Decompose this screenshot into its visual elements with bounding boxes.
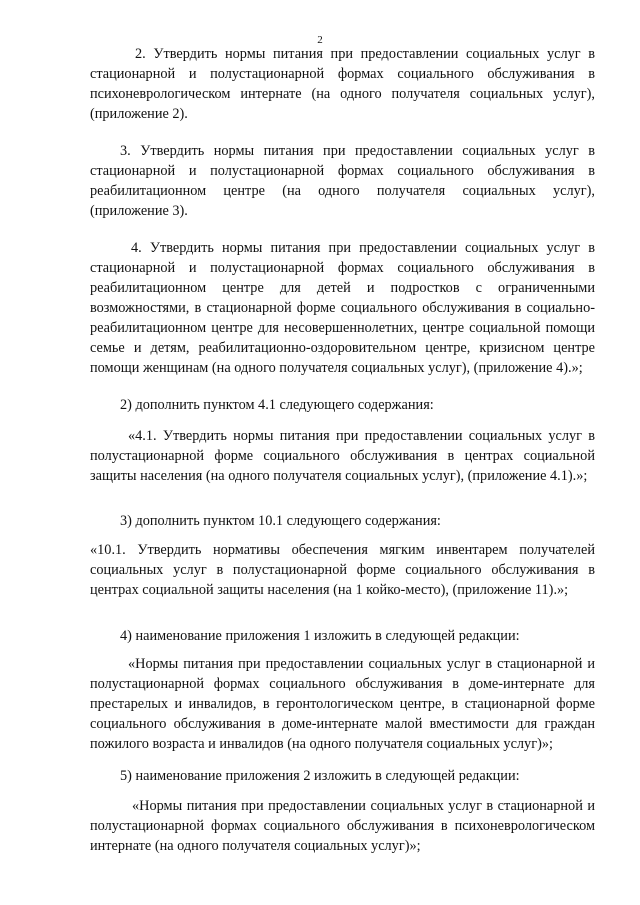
paragraph-amendment-5: 5) наименование приложения 2 изложить в следующей редакции: — [120, 768, 520, 784]
paragraph-amendment-4: 4) наименование приложения 1 изложить в следующей редакции: — [120, 628, 520, 644]
paragraph-amendment-3: 3) дополнить пунктом 10.1 следующего содержания: — [120, 513, 441, 529]
paragraph-item-4: 4. Утвердить нормы питания при предоставлении социальных услуг в стационарной и полустационарной формах социального обслуживания в реабилитационном центре для детей и подростков с ограниченными возможностями, в стационарной форме социального обслуживания в социально-реабилитационном центре для несовершеннолетних, центре социальной помощи семье и детям, реабилитационно-оздоровительном центре, кризисном центре помощи женщинам (на одного получателя социальных услуг), (приложение 4).»; — [90, 240, 595, 376]
paragraph-annex-2-title: «Нормы питания при предоставлении социальных услуг в стационарной и полустационарной формах социального обслуживания в психоневрологическом интернате (на одного получателя социальных услуг)»; — [90, 798, 595, 854]
paragraph-item-2: 2. Утвердить нормы питания при предоставлении социальных услуг в стационарной и полустационарной формах социального обслуживания в психоневрологическом интернате (на одного получателя социальных услуг), (приложение 2). — [90, 46, 595, 122]
page-number: 2 — [317, 34, 323, 46]
paragraph-annex-1-title: «Нормы питания при предоставлении социальных услуг в стационарной и полустационарной формах социального обслуживания в доме-интернате для престарелых и инвалидов, в геронтологическом центре, в стационарной форме социального обслуживания в доме-интернате малой вместимости для граждан пожилого возраста и инвалидов (на одного получателя социальных услуг)»; — [90, 656, 595, 752]
paragraph-item-10-1: «10.1. Утвердить нормативы обеспечения мягким инвентарем получателей социальных услуг в полустационарной форме социального обслуживания в центрах социальной защиты населения (на 1 койко-место), (приложение 11).»; — [90, 542, 595, 598]
paragraph-item-3: 3. Утвердить нормы питания при предоставлении социальных услуг в стационарной и полустационарной формах социального обслуживания в реабилитационном центре (на одного получателя социальных услуг), (приложение 3). — [90, 143, 595, 219]
paragraph-item-4-1: «4.1. Утвердить нормы питания при предоставлении социальных услуг в полустационарной форме социального обслуживания в центрах социальной защиты населения (на одного получателя социальных услуг), (приложение 4.1).»; — [90, 428, 595, 484]
paragraph-amendment-2: 2) дополнить пунктом 4.1 следующего содержания: — [120, 397, 434, 413]
